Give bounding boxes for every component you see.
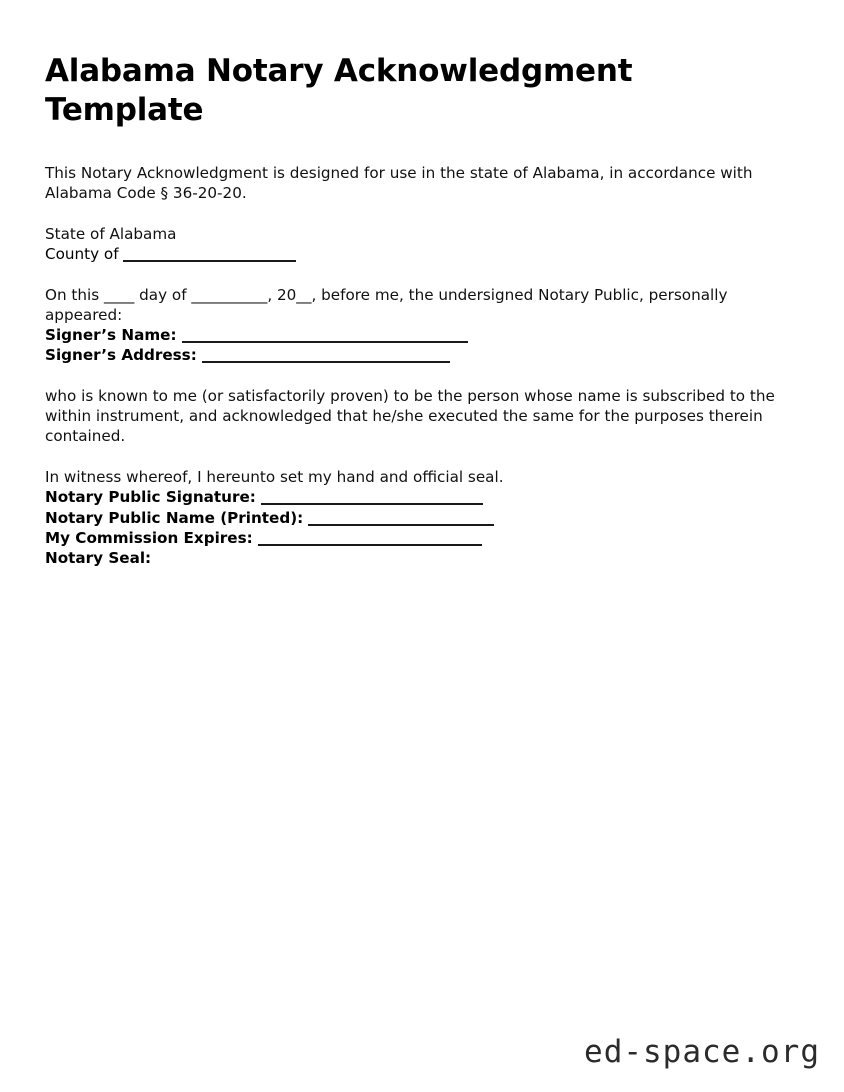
signer-name-blank-rule[interactable] xyxy=(182,341,468,343)
commission-expires-blank-rule[interactable] xyxy=(258,544,482,546)
notary-signature-label: Notary Public Signature: xyxy=(45,488,256,507)
signer-address-blank-rule[interactable] xyxy=(202,361,450,363)
commission-expires-label: My Commission Expires: xyxy=(45,528,253,547)
county-label: County of xyxy=(45,244,119,263)
witness-paragraph: In witness whereof, I hereunto set my hand and official seal. xyxy=(45,468,504,487)
notary-printed-name-field xyxy=(45,508,793,528)
notary-signature-blank-rule[interactable] xyxy=(261,503,483,505)
county-blank-rule[interactable] xyxy=(123,260,296,262)
signer-name-label: Signer’s Name: xyxy=(45,326,177,345)
date-appearance-paragraph: On this ____ day of __________, 20__, before me, the undersigned Notary Public, personally appeared: xyxy=(45,285,728,325)
signer-address-label: Signer’s Address: xyxy=(45,346,197,365)
county-field xyxy=(45,244,793,264)
page-title: Alabama Notary Acknowledgment Template xyxy=(45,53,633,129)
site-watermark: ed-space.org xyxy=(584,1034,820,1070)
notary-seal-label: Notary Seal: xyxy=(45,548,152,567)
state-line: State of Alabama xyxy=(45,224,177,243)
signer-name-field xyxy=(45,325,793,345)
notary-printed-name-label: Notary Public Name (Printed): xyxy=(45,508,304,527)
acknowledgment-paragraph: who is known to me (or satisfactorily proven) to be the person whose name is subscribed to the within instrument, and acknowledged that he/she executed the same for the purposes therein contained. xyxy=(45,387,775,446)
notary-signature-field xyxy=(45,487,793,507)
signer-address-field xyxy=(45,345,793,365)
document-content xyxy=(45,52,793,568)
notary-printed-name-blank-rule[interactable] xyxy=(308,524,494,526)
commission-expires-field xyxy=(45,528,793,548)
notary-seal-field xyxy=(45,548,793,568)
intro-paragraph: This Notary Acknowledgment is designed for use in the state of Alabama, in accordance with Alabama Code § 36-20-20. xyxy=(45,163,753,202)
